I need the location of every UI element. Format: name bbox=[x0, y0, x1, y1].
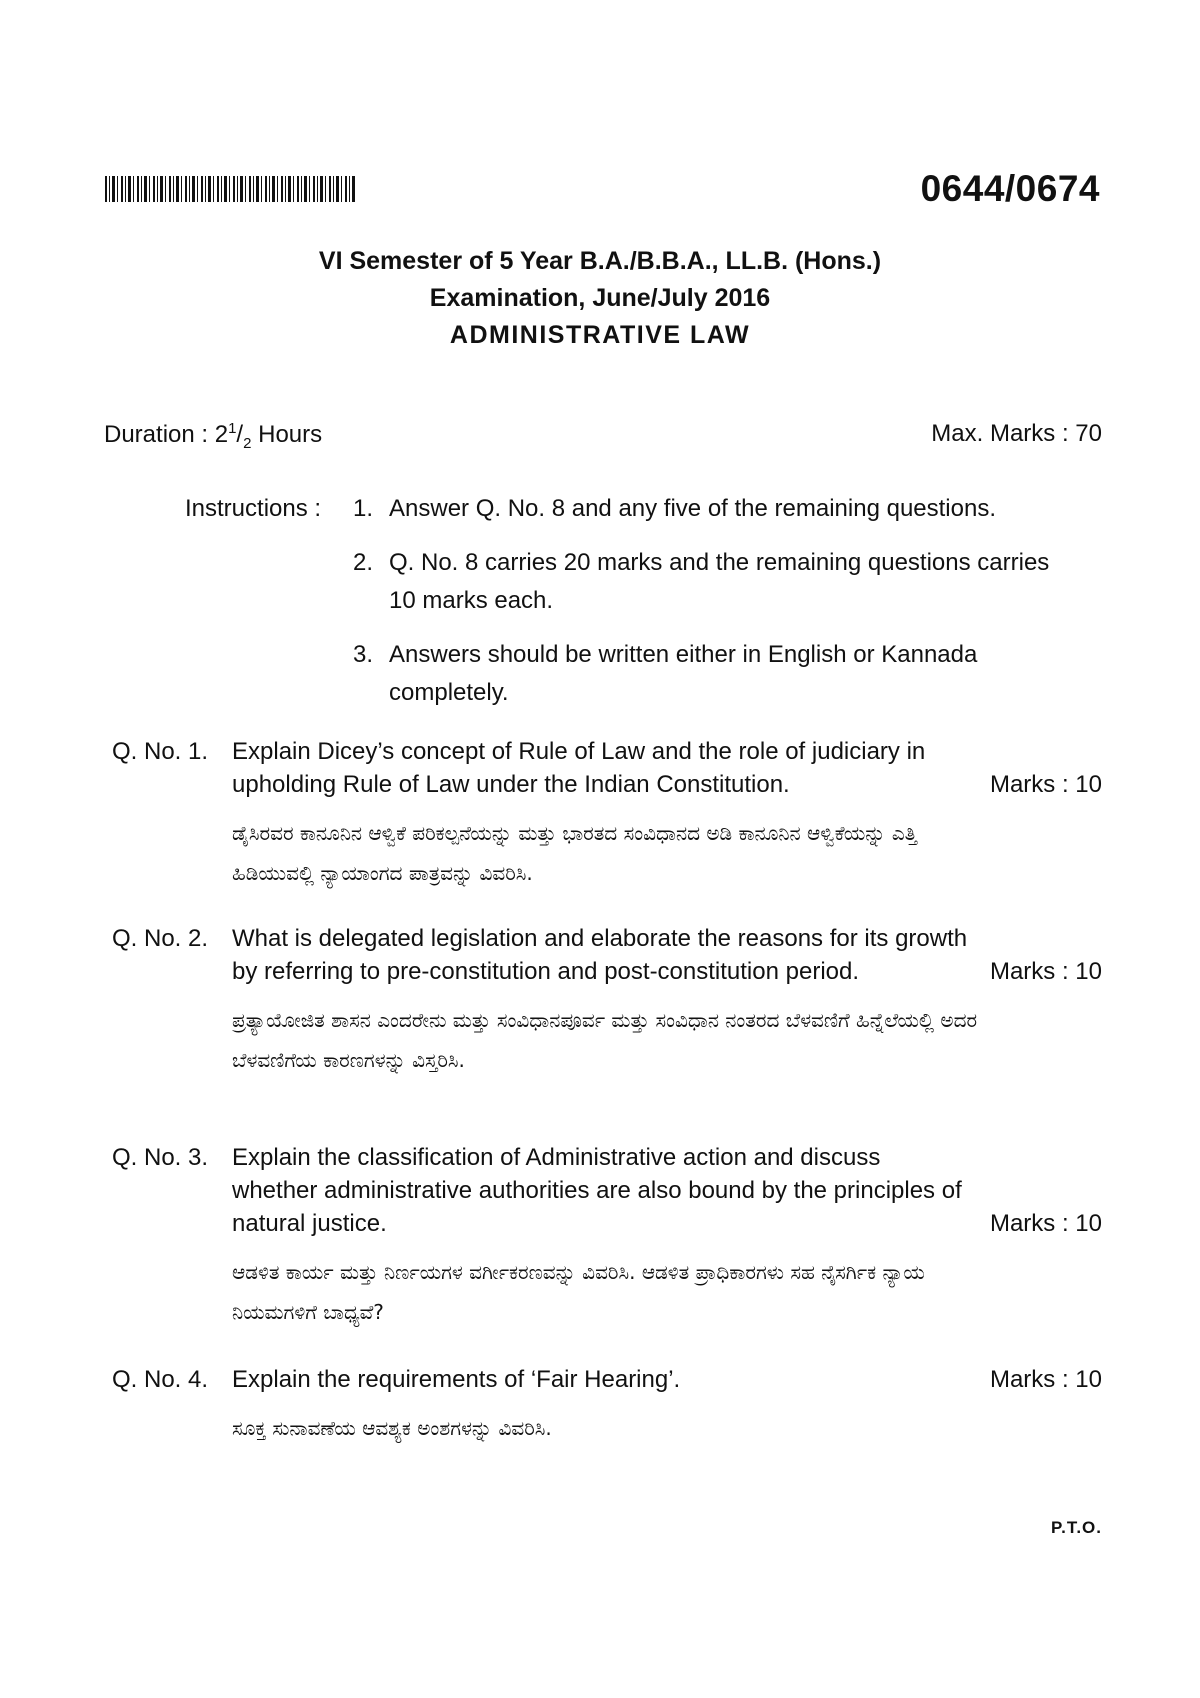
instruction-number: 2. bbox=[353, 549, 374, 576]
duration-fraction-den: 2 bbox=[243, 435, 252, 452]
question-kannada: ಪ್ರತ್ಯಾಯೋಜಿತ ಶಾಸನ ಎಂದರೇನು ಮತ್ತು ಸಂವಿಧಾನಪೂರ್ವ ಮತ್ತು ಸಂವಿಧಾನ ನಂತರದ ಬೆಳವಣಿಗೆ ಹಿನ್ನೆಲೆಯಲ್ಲಿ ಅದರ ಬೆಳವಣಿಗೆಯ ಕಾರಣಗಳನ್ನು ವಿಸ್ತರಿಸಿ. bbox=[232, 1008, 978, 1072]
question-1 bbox=[112, 735, 1102, 893]
question-2 bbox=[112, 922, 1102, 1080]
instruction-item bbox=[185, 636, 1065, 712]
course-line: VI Semester of 5 Year B.A./B.B.A., LL.B. (Hons.) bbox=[318, 247, 882, 275]
question-number: Q. No. 2. bbox=[112, 925, 209, 952]
question-number: Q. No. 1. bbox=[112, 738, 209, 765]
max-marks: Max. Marks : 70 bbox=[931, 420, 1102, 447]
question-text: Explain Dicey’s concept of Rule of Law and the role of judiciary in upholding Rule of Law under the Indian Constitution. bbox=[232, 738, 926, 798]
duration: Duration : $2^1/_2$ Hours bbox=[104, 420, 323, 452]
duration-label: Duration : 2 bbox=[104, 421, 229, 448]
question-number: Q. No. 4. bbox=[112, 1366, 209, 1393]
question-4 bbox=[112, 1363, 1102, 1448]
instructions bbox=[185, 490, 1065, 728]
question-number: Q. No. 3. bbox=[112, 1144, 209, 1171]
question-text: Explain the classification of Administrative action and discuss whether administrative authorities are also bound by the principles of natural justice. bbox=[232, 1144, 962, 1237]
question-marks: Marks : 10 bbox=[989, 771, 1102, 798]
subject-title: ADMINISTRATIVE LAW bbox=[449, 321, 751, 349]
instruction-text: Q. No. 8 carries 20 marks and the remaining questions carries 10 marks each. bbox=[389, 549, 1050, 614]
question-marks: Marks : 10 bbox=[989, 1210, 1102, 1237]
instructions-label: Instructions : bbox=[185, 495, 322, 522]
duration-fraction-num: 1 bbox=[228, 420, 237, 437]
paper-code: 0644/0674 bbox=[920, 168, 1100, 209]
question-kannada: ಸೂಕ್ತ ಸುನಾವಣೆಯ ಆವಶ್ಯಕ ಅಂಶಗಳನ್ನು ವಿವರಿಸಿ. bbox=[232, 1416, 552, 1440]
question-kannada: ಡೈಸಿರವರ ಕಾನೂನಿನ ಆಳ್ವಿಕೆ ಪರಿಕಲ್ಪನೆಯನ್ನು ಮತ್ತು ಭಾರತದ ಸಂವಿಧಾನದ ಅಡಿ ಕಾನೂನಿನ ಆಳ್ವಿಕೆಯನ್ನು ಎತ್ತಿ ಹಿಡಿಯುವಲ್ಲಿ ನ್ಯಾಯಾಂಗದ ಪಾತ್ರವನ್ನು ವಿವರಿಸಿ. bbox=[232, 821, 917, 885]
exam-header bbox=[0, 243, 1200, 354]
instruction-number: 1. bbox=[353, 495, 374, 522]
instruction-text: Answers should be written either in English or Kannada completely. bbox=[389, 641, 978, 706]
instruction-number: 3. bbox=[353, 641, 374, 668]
instruction-item bbox=[185, 490, 1065, 528]
page-turn-note: P.T.O. bbox=[1050, 1518, 1102, 1537]
question-text: Explain the requirements of ‘Fair Hearing’. bbox=[232, 1366, 681, 1393]
instruction-item bbox=[185, 544, 1065, 620]
duration-unit: Hours bbox=[251, 421, 323, 448]
barcode bbox=[105, 176, 355, 202]
instruction-text: Answer Q. No. 8 and any five of the remaining questions. bbox=[389, 495, 996, 522]
question-marks: Marks : 10 bbox=[989, 958, 1102, 985]
exam-session: Examination, June/July 2016 bbox=[429, 284, 771, 312]
question-text: What is delegated legislation and elaborate the reasons for its growth by referring to pre-constitution and post-constitution period. bbox=[232, 925, 968, 985]
question-kannada: ಆಡಳಿತ ಕಾರ್ಯ ಮತ್ತು ನಿರ್ಣಯಗಳ ವರ್ಗೀಕರಣವನ್ನು ವಿವರಿಸಿ. ಆಡಳಿತ ಪ್ರಾಧಿಕಾರಗಳು ಸಹ ನೈಸರ್ಗಿಕ ನ್ಯಾಯ ನಿಯಮಗಳಿಗೆ ಬಾಧ್ಯವೆ? bbox=[232, 1260, 925, 1324]
question-marks: Marks : 10 bbox=[989, 1366, 1102, 1393]
question-3 bbox=[112, 1141, 1102, 1332]
